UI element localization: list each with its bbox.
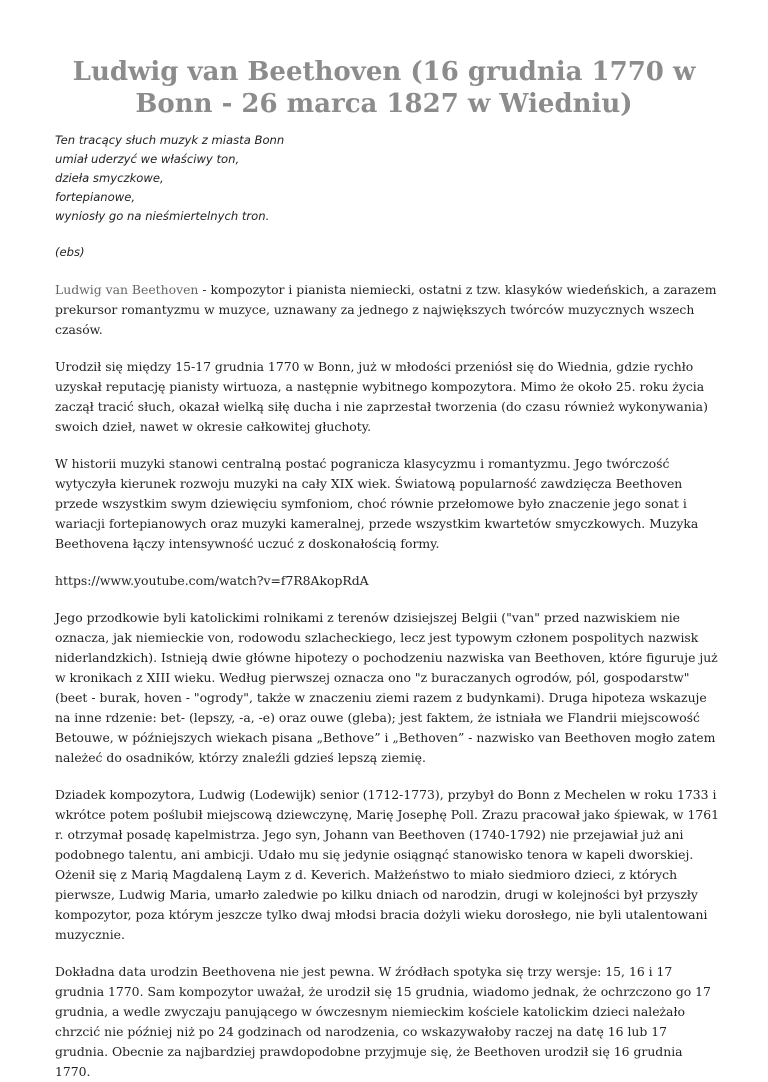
body-paragraph: Urodził się między 15-17 grudnia 1770 w Bonn, już w młodości przeniósł się do Wiednia, gdzie rychło uzyskał reputację pianisty wirtuoza, a następnie wybitnego kompozytora. Mimo że około 25. roku życia zaczął tracić słuch, okazał wielką siłę ducha i nie zaprzestał tworzenia (do czasu również wykonywania) swoich dzieł, nawet w okresie całkowitej głuchoty. — [55, 359, 708, 434]
body-paragraph: Dziadek kompozytora, Ludwig (Lodewijk) senior (1712-1773), przybył do Bonn z Mechelen w roku 1733 i wkrótce potem poślubił miejscową dziewczynę, Marię Josephę Poll. Zrazu pracował jako śpiewak, w 1761 r. otrzymał posadę kapelmistrza. Jego syn, Johann van Beethoven (1740-1792) nie przejawiał już ani podobnego talentu, ani ambicji. Udało mu się jedynie osiągnąć stanowisko tenora w kapeli dworskiej. Ożenił się z Marią Magdaleną Laym z d. Keverich. Małżeństwo to miało siedmioro dzieci, z których pierwsze, Ludwig Maria, umarło zaledwie po kilku dniach od narodzin, drugi w kolejności był przyszły kompozytor, poza którym jeszcze tylko dwaj młodsi bracia dożyli wieku dorosłego, nie byli utalentowani muzycznie. — [55, 787, 719, 942]
body-paragraph: Jego przodkowie byli katolickimi rolnikami z terenów dzisiejszej Belgii ("van" przed nazwiskiem nie oznacza, jak niemieckie von, rodowodu szlacheckiego, lecz jest typowym członem pospolitych nazwisk niderlandzkich). Istnieją dwie główne hipotezy o pochodzeniu nazwiska van Beethoven, które figuruje już w kronikach z XIII wieku. Według pierwszej oznacza ono "z buraczanych ogrodów, pól, gospodarstw" (beet - burak, hoven - "ogrody", także w znaczeniu ziemi razem z budynkami). Druga hipoteza wskazuje na inne rdzenie: bet- (lepszy, -a, -e) oraz ouwe (gleba); jest faktem, że istniała we Flandrii miejscowość Betouwe, w późniejszych wiekach pisana „Bethove” i „Bethoven” - nazwisko van Beethoven mogło zatem należeć do osadników, którzy znaleźli gdzieś lepszą ziemię. — [55, 610, 718, 765]
intro-paragraph — [55, 280, 720, 340]
poem-line: Ten tracący słuch muzyk z miasta Bonn — [55, 133, 285, 147]
body-paragraph: Dokładna data urodzin Beethovena nie jest pewna. W źródłach spotyka się trzy wersje: 15, 16 i 17 grudnia 1770. Sam kompozytor uważał, że urodził się 15 grudnia, wiadomo jednak, że ochrzczono go 17 grudnia, a wedle zwyczaju panującego w ówczesnym niemieckim kościele katolickim dzieci należało chrzcić nie później niż po 24 godzinach od narodzenia, co wskazywałoby raczej na datę 16 lub 17 grudnia. Obecnie za najbardziej prawdopodobne przyjmuje się, że Beethoven urodził się 16 grudnia 1770. — [55, 964, 711, 1079]
poem — [55, 131, 720, 226]
youtube-url[interactable]: https://www.youtube.com/watch?v=f7R8AkopRdA — [55, 573, 369, 588]
body-paragraph: W historii muzyki stanowi centralną postać pogranicza klasycyzmu i romantyzmu. Jego twórczość wytyczyła kierunek rozwoju muzyki na cały XIX wiek. Światową popularność zawdzięcza Beethoven przede wszystkim swym dziewięciu symfoniom, choć równie przełomowe było znaczenie jego sonat i wariacji fortepianowych oraz muzyki kameralnej, przede wszystkim kwartetów smyczkowych. Muzyka Beethovena łączy intensywność uczuć z doskonałością formy. — [55, 456, 699, 551]
poem-line: fortepianowe, — [55, 190, 136, 204]
intro-text: - kompozytor i pianista niemiecki, ostatni z tzw. klasyków wiedeńskich, a zarazem prekursor romantyzmu w muzyce, uznawany za jednego z największych twórców muzycznych wszech czasów. — [55, 282, 717, 337]
document-body — [55, 131, 720, 1082]
poem-line: dzieła smyczkowe, — [55, 171, 164, 185]
beethoven-name-link[interactable]: Ludwig van Beethoven — [55, 282, 199, 297]
poem-line: umiał uderzyć we właściwy ton, — [55, 152, 240, 166]
poem-signature: (ebs) — [55, 245, 85, 259]
poem-line: wyniosły go na nieśmiertelnych tron. — [55, 209, 270, 223]
document-title: Ludwig van Beethoven (16 grudnia 1770 w Bonn - 26 marca 1827 w Wiedniu) — [72, 57, 696, 119]
